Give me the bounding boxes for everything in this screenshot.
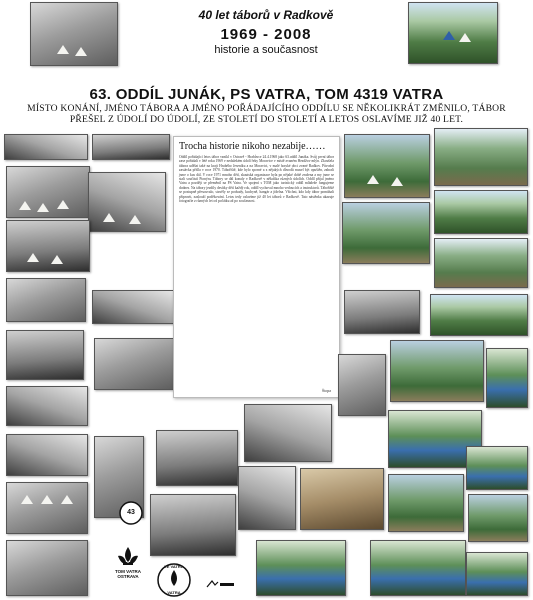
headline: 63. ODDÍL JUNÁK, PS VATRA, TOM 4319 VATRA [89, 86, 444, 103]
photo-left-4 [88, 172, 166, 232]
photo-left-7 [92, 290, 174, 324]
photo-bottom-1 [6, 434, 88, 476]
photo-right-4 [342, 202, 430, 264]
lv-logo-line-2: VATRA [167, 590, 181, 595]
photo-left-6 [6, 278, 86, 322]
photo-bottom-10 [238, 466, 296, 530]
photo-left-10 [6, 386, 88, 426]
photo-right-9 [338, 354, 386, 416]
photo-right-10 [486, 348, 528, 408]
photo-bottom-16 [466, 552, 528, 596]
photo-bottom-4 [244, 404, 332, 462]
photo-left-2 [92, 134, 170, 160]
photo-left-1 [4, 134, 88, 160]
brand-logo [206, 576, 236, 586]
photo-bottom-11 [388, 474, 464, 532]
title: 40 let táborů v Radkově [198, 8, 334, 22]
article-heading: Trocha historie nikoho nezabije…… [179, 141, 326, 152]
brand-mark-icon [206, 579, 236, 589]
tom-vatra-logo [108, 546, 148, 596]
photo-bottom-7 [466, 446, 528, 490]
lv-logo-line-1: LE VATRA [164, 564, 184, 569]
photo-left-3 [6, 166, 90, 218]
tom-logo-line-1: TOM VATRA [115, 569, 141, 574]
photo-camp-aerial [408, 2, 498, 64]
photo-bottom-5 [300, 468, 384, 530]
article-body: Oddíl pořádající letos tábor vznikl v Ostravě - Hrabůvce 24.4.1968 jako 63.oddíl Junáka. Svůj první tábor zase pořádali v létě roku 1969 v nedalekém údolí řeky Moravice v místě zvaném Hezdžov mlýn. Zkoušela tábora udělat také na kraji Hrubého Jeseníku a na Moravici, v malé horské obci zvané Radkov. Původní zastávka přišla v roce 1970. Tábořiště, kde bylo sporné a z nějakých důvodů musel být opuštěn, zabrali jsme o kus dál. V roce 1971 mnoho dětí, skautská organizace byla po nějaké době zrušena a my jsme se stali součástí Pionýra. Tábory se dál konaly v Radkově v několika různých údolích. Oddíl přijal jméno Vatra a později se přeměnil na PS Vatra. Ve spojení s TOM jako turistický oddíl mládeže fungujeme dodnes. Na tábory jezdily desítky dětí každý rok, oddíl vychoval mnoho vedoucích a instruktorů. Tábořiště se postupně přesouvalo, stavěly se podsady, kuchyně, hangár a jídelna. Všichni, kdo kdy tábor pomáhali připravit, zaslouží poděkování. Letos tedy oslavíme již 40 let táborů v Radkově. Tato nástěnka ukazuje fotografie z různých let od počátku až po současnost. [179, 155, 334, 204]
le-vatra-logo [156, 562, 192, 598]
photo-right-2 [434, 128, 528, 186]
article-signature: Štopa [321, 388, 331, 393]
years: 1969 - 2008 [220, 26, 312, 43]
photo-bottom-15 [370, 540, 466, 596]
photo-bottom-12 [468, 494, 528, 542]
tom-number: 43 [127, 509, 135, 516]
history-article [173, 136, 340, 398]
subline: MÍSTO KONÁNÍ, JMÉNO TÁBORA A JMÉNO POŘÁDAJÍCÍHO ODDÍLU SE NĚKOLIKRÁT ZMĚNILO, TÁBOR PŘEŠEL Z ÚDOLÍ DO ÚDOLÍ, ZE STOLETÍ DO STOLETÍ A LETOS OSLAVÍME JIŽ 40 LET. [27, 103, 506, 125]
photo-bottom-9 [150, 494, 236, 556]
photo-right-3 [434, 190, 528, 234]
fleur-de-lis-icon [115, 546, 141, 568]
photo-right-8 [390, 340, 484, 402]
photo-right-7 [430, 294, 528, 336]
photo-right-1 [344, 134, 430, 198]
photo-right-6 [344, 290, 420, 334]
photo-camp-1969 [30, 2, 118, 66]
photo-bottom-3 [156, 430, 238, 486]
photo-left-9 [94, 338, 174, 390]
photo-left-5 [6, 220, 90, 272]
photo-bottom-13 [6, 540, 88, 596]
tom-number-badge [118, 500, 144, 526]
photo-right-5 [434, 238, 528, 288]
subtitle: historie a současnost [214, 44, 318, 56]
photo-bottom-14 [256, 540, 346, 596]
photo-bottom-8 [6, 482, 88, 534]
tom-logo-line-2: OSTRAVA [117, 574, 139, 579]
photo-left-8 [6, 330, 84, 380]
title-block [180, 8, 352, 56]
